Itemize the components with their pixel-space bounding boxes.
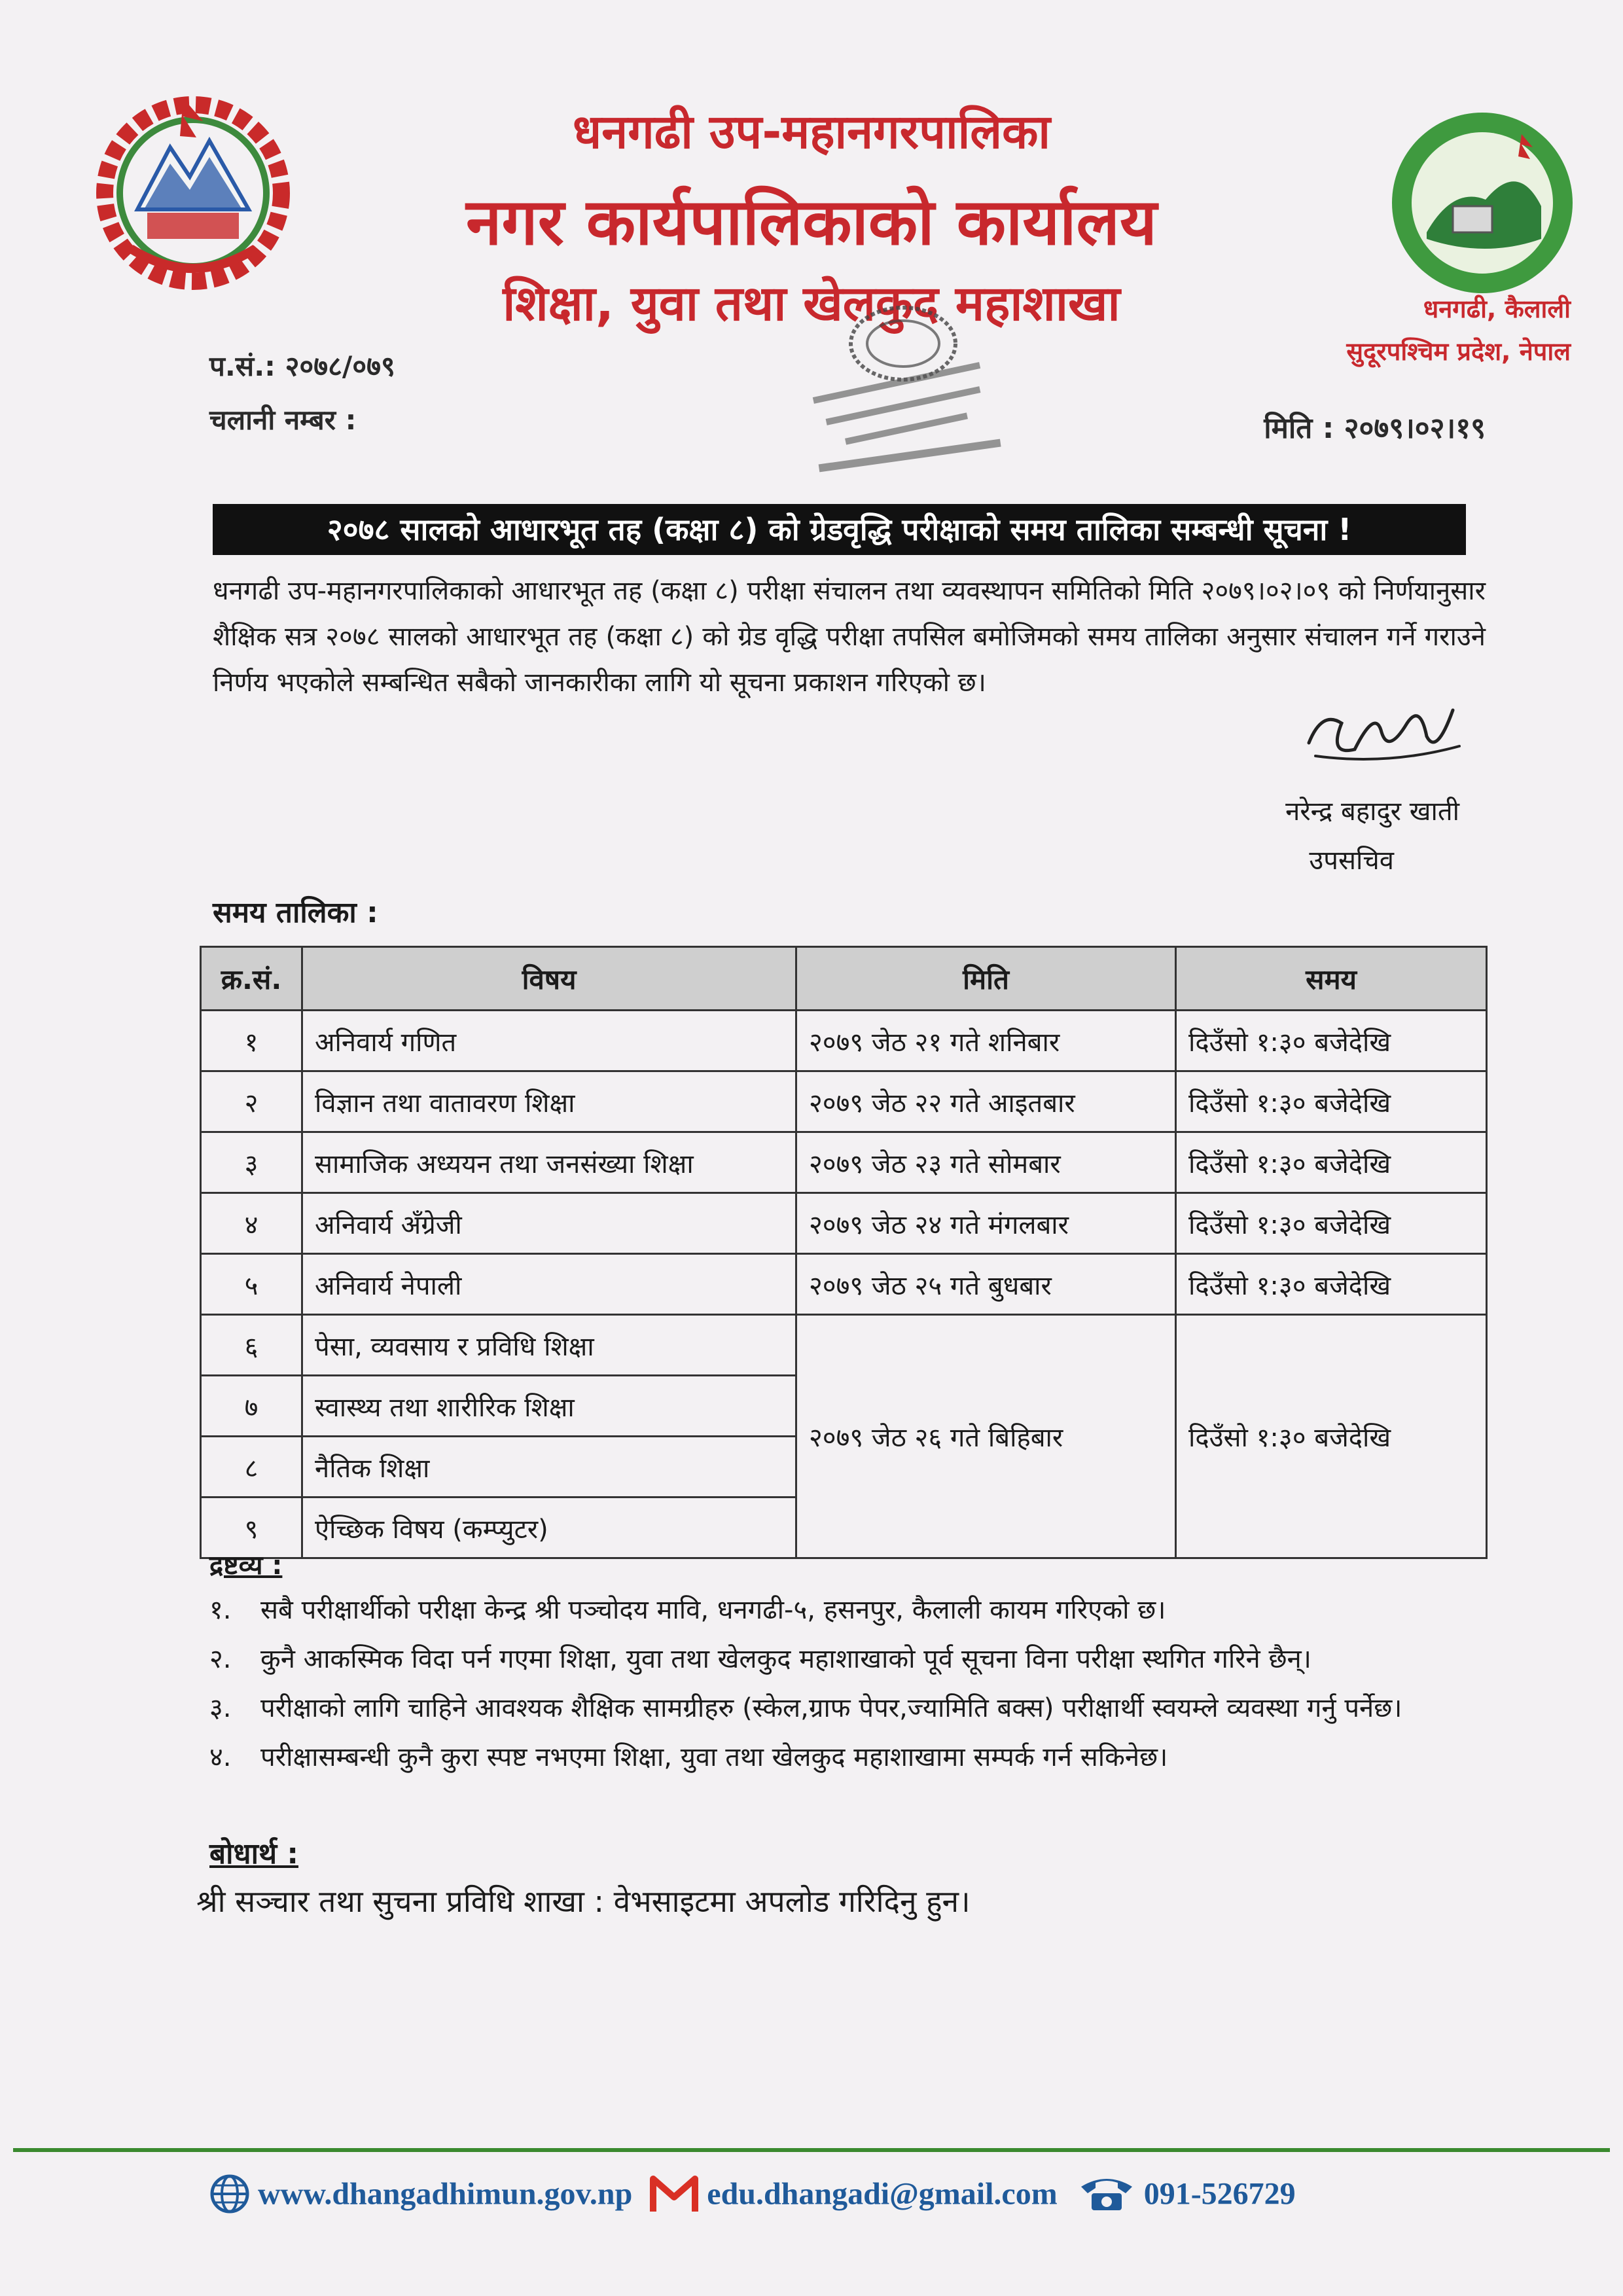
row-serial: ६: [201, 1315, 302, 1376]
row-date: २०७९ जेठ २३ गते सोमबार: [796, 1132, 1176, 1193]
notice-title: २०७८ सालको आधारभूत तह (कक्षा ८) को ग्रेडवृद्धि परीक्षाको समय तालिका सम्बन्धी सूचना !: [213, 504, 1466, 555]
row-subject: अनिवार्य नेपाली: [302, 1254, 796, 1315]
row-date: २०७९ जेठ २४ गते मंगलबार: [796, 1193, 1176, 1254]
row-subject: नैतिक शिक्षा: [302, 1437, 796, 1498]
row-serial: ४: [201, 1193, 302, 1254]
dispatch-number: चलानी नम्बर :: [209, 404, 357, 436]
note-item: [209, 1689, 1402, 1725]
note-text: सबै परीक्षार्थीको परीक्षा केन्द्र श्री पञ्चोदय मावि, धनगढी-५, हसनपुर, कैलाली कायम गरिएको छ।: [260, 1595, 1166, 1625]
note-item: [209, 1640, 1311, 1676]
header-subject: विषय: [302, 947, 796, 1011]
row-date: २०७९ जेठ २२ गते आइतबार: [796, 1071, 1176, 1132]
row-time: दिउँसो १:३० बजेदेखि: [1176, 1011, 1487, 1071]
website-link[interactable]: www.dhangadhimun.gov.np: [258, 2176, 633, 2212]
row-serial: ५: [201, 1254, 302, 1315]
row-serial: २: [201, 1071, 302, 1132]
reference-number: प.सं.: २०७८/०७९: [209, 350, 395, 382]
row-time: दिउँसो १:३० बजेदेखि: [1176, 1254, 1487, 1315]
note-number: १.: [209, 1595, 232, 1625]
globe-icon: [209, 2174, 250, 2214]
note-item: [209, 1590, 1166, 1626]
merged-time: दिउँसो १:३० बजेदेखि: [1176, 1315, 1487, 1558]
row-time: दिउँसो १:३० बजेदेखि: [1176, 1132, 1487, 1193]
table-row: [201, 1071, 1487, 1132]
row-serial: ८: [201, 1437, 302, 1498]
merged-date: २०७९ जेठ २६ गते बिहिबार: [796, 1315, 1176, 1558]
office-stamp-icon: [772, 298, 1047, 494]
header-time: समय: [1176, 947, 1487, 1011]
row-date: २०७९ जेठ २१ गते शनिबार: [796, 1011, 1176, 1071]
row-serial: ९: [201, 1498, 302, 1558]
cc-title: बोधार्थ :: [209, 1837, 299, 1871]
note-text: परीक्षाको लागि चाहिने आवश्यक शैक्षिक सामग्रीहरु (स्केल,ग्राफ पेपर,ज्यामिति बक्स) परीक्षार्थी स्वयम्ले व्यवस्था गर्नु पर्नेछ।: [260, 1693, 1402, 1723]
note-item: [209, 1738, 1168, 1774]
signer-designation: उपसचिव: [1309, 846, 1394, 876]
row-subject: स्वास्थ्य तथा शारीरिक शिक्षा: [302, 1376, 796, 1437]
row-serial: ७: [201, 1376, 302, 1437]
note-text: कुनै आकस्मिक विदा पर्न गएमा शिक्षा, युवा तथा खेलकुद महाशाखाको पूर्व सूचना विना परीक्षा स्थगित गरिने छैन्।: [260, 1644, 1311, 1674]
row-subject: अनिवार्य अँग्रेजी: [302, 1193, 796, 1254]
footer-contact: [209, 2173, 1453, 2219]
email-link[interactable]: edu.dhangadi@gmail.com: [707, 2176, 1058, 2212]
row-date: २०७९ जेठ २५ गते बुधबार: [796, 1254, 1176, 1315]
schedule-title: समय तालिका :: [213, 896, 378, 929]
note-number: २.: [209, 1644, 232, 1674]
address-line-2: सुदूरपश्चिम प्रदेश, नेपाल: [1346, 337, 1571, 366]
note-number: ३.: [209, 1693, 232, 1723]
row-serial: ३: [201, 1132, 302, 1193]
note-number: ४.: [209, 1742, 232, 1772]
signature-icon: [1296, 684, 1472, 782]
row-subject: अनिवार्य गणित: [302, 1011, 796, 1071]
telephone-icon: [1077, 2174, 1136, 2214]
table-row: [201, 1315, 1487, 1376]
gmail-icon: [649, 2174, 699, 2214]
signer-name: नरेन्द्र बहादुर खाती: [1285, 797, 1459, 827]
table-row: [201, 1193, 1487, 1254]
cc-text: श्री सञ्चार तथा सुचना प्रविधि शाखा : वेभसाइटमा अपलोड गरिदिनु हुन।: [196, 1884, 971, 1919]
schedule-table: [200, 946, 1488, 1559]
table-row: [201, 1011, 1487, 1071]
table-row: [201, 1254, 1487, 1315]
row-subject: ऐच्छिक विषय (कम्प्युटर): [302, 1498, 796, 1558]
phone-number[interactable]: 091-526729: [1143, 2176, 1296, 2212]
row-time: दिउँसो १:३० बजेदेखि: [1176, 1193, 1487, 1254]
notice-body: धनगढी उप-महानगरपालिकाको आधारभूत तह (कक्षा ८) परीक्षा संचालन तथा व्यवस्थापन समितिको मिति २०७९।०२।०९ को निर्णयानुसार शैक्षिक सत्र २०७८ सालको आधारभूत तह (कक्षा ८) को ग्रेड वृद्धि परीक्षा तपसिल बमोजिमको समय तालिका अनुसार संचालन गर्ने गराउने निर्णय भएकोले सम्बन्धित सबैको जानकारीका लागि यो सूचना प्रकाशन गरिएको छ।: [213, 576, 1486, 698]
table-row: [201, 1132, 1487, 1193]
note-text: परीक्षासम्बन्धी कुनै कुरा स्पष्ट नभएमा शिक्षा, युवा तथा खेलकुद महाशाखामा सम्पर्क गर्न सकिनेछ।: [260, 1742, 1168, 1772]
row-subject: पेसा, व्यवसाय र प्रविधि शिक्षा: [302, 1315, 796, 1376]
footer-divider: [13, 2148, 1610, 2152]
office-name: नगर कार्यपालिकाको कार्यालय: [466, 185, 1157, 260]
row-time: दिउँसो १:३० बजेदेखि: [1176, 1071, 1487, 1132]
notes-title: द्रष्टव्य :: [209, 1551, 283, 1581]
municipality-name: धनगढी उप-महानगरपालिका: [572, 104, 1051, 159]
header-serial: क्र.सं.: [201, 947, 302, 1011]
notice-date: मिति : २०७९।०२।१९: [1264, 412, 1486, 445]
division-name: शिक्षा, युवा तथा खेलकुद महाशाखा: [503, 276, 1120, 332]
row-serial: १: [201, 1011, 302, 1071]
row-subject: सामाजिक अध्ययन तथा जनसंख्या शिक्षा: [302, 1132, 796, 1193]
row-subject: विज्ञान तथा वातावरण शिक्षा: [302, 1071, 796, 1132]
header-date: मिति: [796, 947, 1176, 1011]
address-line-1: धनगढी, कैलाली: [1423, 295, 1571, 323]
table-header-row: [201, 947, 1487, 1011]
